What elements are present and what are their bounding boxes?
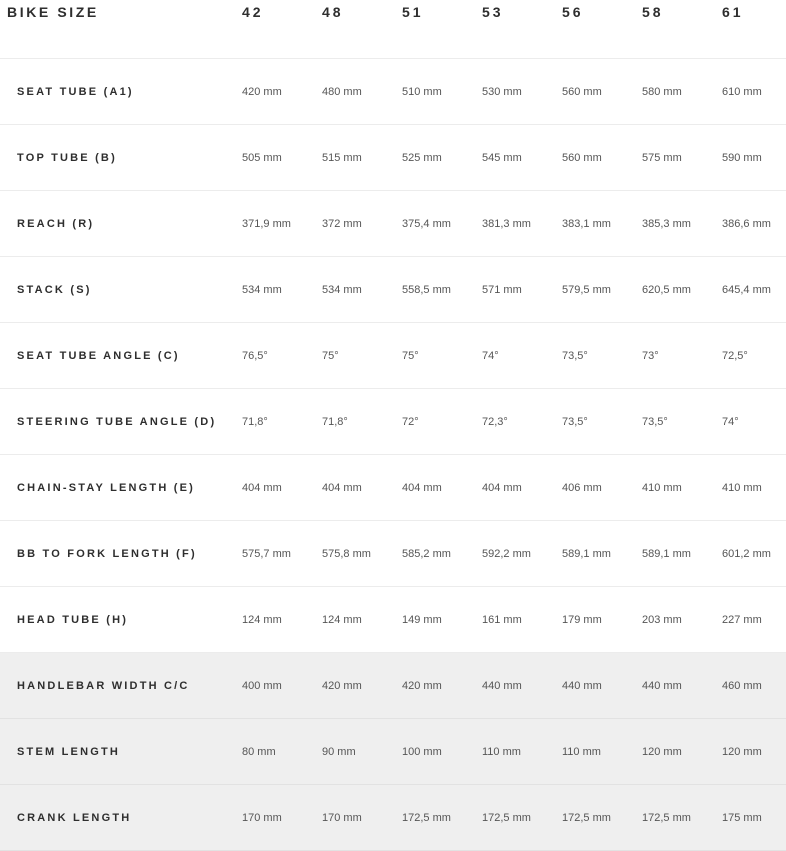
table-cell: 76,5° [242, 349, 268, 362]
size-header: 42 [242, 4, 264, 20]
table-cell: 530 mm [482, 85, 522, 98]
table-cell: 124 mm [242, 613, 282, 626]
table-cell: 75° [322, 349, 339, 362]
table-cell: 120 mm [642, 745, 682, 758]
table-cell: 575,8 mm [322, 547, 371, 560]
table-cell: 545 mm [482, 151, 522, 164]
size-header: 53 [482, 4, 504, 20]
table-cell: 510 mm [402, 85, 442, 98]
table-row [0, 59, 786, 125]
table-cell: 172,5 mm [642, 811, 691, 824]
size-header: 48 [322, 4, 344, 20]
table-cell: 371,9 mm [242, 217, 291, 230]
table-cell: 170 mm [242, 811, 282, 824]
table-cell: 575 mm [642, 151, 682, 164]
table-cell: 560 mm [562, 85, 602, 98]
size-header: 56 [562, 4, 584, 20]
table-cell: 72,5° [722, 349, 748, 362]
table-body [0, 59, 786, 851]
row-label: TOP TUBE (B) [17, 151, 117, 164]
table-cell: 386,6 mm [722, 217, 771, 230]
table-row [0, 323, 786, 389]
table-cell: 203 mm [642, 613, 682, 626]
table-cell: 440 mm [562, 679, 602, 692]
table-cell: 645,4 mm [722, 283, 771, 296]
table-cell: 589,1 mm [562, 547, 611, 560]
table-cell: 73,5° [562, 349, 588, 362]
table-cell: 585,2 mm [402, 547, 451, 560]
table-cell: 575,7 mm [242, 547, 291, 560]
table-row [0, 785, 786, 851]
table-cell: 170 mm [322, 811, 362, 824]
row-label: SEAT TUBE (A1) [17, 85, 134, 98]
table-cell: 404 mm [482, 481, 522, 494]
table-cell: 383,1 mm [562, 217, 611, 230]
table-cell: 73,5° [562, 415, 588, 428]
table-cell: 560 mm [562, 151, 602, 164]
table-cell: 90 mm [322, 745, 356, 758]
size-header: 58 [642, 4, 664, 20]
table-cell: 179 mm [562, 613, 602, 626]
table-cell: 75° [402, 349, 419, 362]
table-cell: 74° [722, 415, 739, 428]
row-label: STACK (S) [17, 283, 92, 296]
table-cell: 420 mm [242, 85, 282, 98]
table-cell: 404 mm [322, 481, 362, 494]
table-cell: 580 mm [642, 85, 682, 98]
table-cell: 440 mm [642, 679, 682, 692]
table-row [0, 719, 786, 785]
table-cell: 172,5 mm [562, 811, 611, 824]
table-cell: 620,5 mm [642, 283, 691, 296]
table-cell: 100 mm [402, 745, 442, 758]
table-cell: 172,5 mm [482, 811, 531, 824]
table-cell: 372 mm [322, 217, 362, 230]
table-cell: 610 mm [722, 85, 762, 98]
size-header: 61 [722, 4, 744, 20]
table-cell: 406 mm [562, 481, 602, 494]
row-label: SEAT TUBE ANGLE (C) [17, 349, 180, 362]
table-row [0, 257, 786, 323]
table-row [0, 389, 786, 455]
row-label: STEM LENGTH [17, 745, 121, 758]
table-cell: 227 mm [722, 613, 762, 626]
table-row [0, 521, 786, 587]
table-cell: 601,2 mm [722, 547, 771, 560]
table-cell: 404 mm [242, 481, 282, 494]
table-row [0, 125, 786, 191]
table-cell: 72,3° [482, 415, 508, 428]
size-header: 51 [402, 4, 424, 20]
table-cell: 534 mm [322, 283, 362, 296]
table-cell: 175 mm [722, 811, 762, 824]
table-cell: 149 mm [402, 613, 442, 626]
row-label: HANDLEBAR WIDTH C/C [17, 679, 190, 692]
table-cell: 71,8° [322, 415, 348, 428]
bike-size-header: BIKE SIZE [7, 4, 99, 20]
table-cell: 515 mm [322, 151, 362, 164]
row-label: CHAIN-STAY LENGTH (E) [17, 481, 196, 494]
table-cell: 381,3 mm [482, 217, 531, 230]
table-cell: 120 mm [722, 745, 762, 758]
table-cell: 161 mm [482, 613, 522, 626]
table-cell: 592,2 mm [482, 547, 531, 560]
table-row [0, 191, 786, 257]
table-cell: 440 mm [482, 679, 522, 692]
row-label: HEAD TUBE (H) [17, 613, 129, 626]
row-label: STEERING TUBE ANGLE (D) [17, 415, 217, 428]
table-header-row [0, 0, 786, 59]
table-cell: 534 mm [242, 283, 282, 296]
table-cell: 400 mm [242, 679, 282, 692]
table-cell: 558,5 mm [402, 283, 451, 296]
row-label: BB TO FORK LENGTH (F) [17, 547, 197, 560]
table-cell: 375,4 mm [402, 217, 451, 230]
table-cell: 73° [642, 349, 659, 362]
table-row [0, 587, 786, 653]
table-cell: 72° [402, 415, 419, 428]
table-cell: 404 mm [402, 481, 442, 494]
table-cell: 172,5 mm [402, 811, 451, 824]
table-cell: 420 mm [402, 679, 442, 692]
row-label: REACH (R) [17, 217, 95, 230]
table-cell: 71,8° [242, 415, 268, 428]
table-cell: 110 mm [562, 745, 601, 758]
table-cell: 73,5° [642, 415, 668, 428]
table-cell: 460 mm [722, 679, 762, 692]
table-cell: 410 mm [722, 481, 762, 494]
table-cell: 74° [482, 349, 499, 362]
table-cell: 420 mm [322, 679, 362, 692]
table-cell: 385,3 mm [642, 217, 691, 230]
table-cell: 579,5 mm [562, 283, 611, 296]
table-cell: 505 mm [242, 151, 282, 164]
table-cell: 410 mm [642, 481, 682, 494]
table-cell: 571 mm [482, 283, 522, 296]
table-row [0, 455, 786, 521]
table-cell: 589,1 mm [642, 547, 691, 560]
table-cell: 124 mm [322, 613, 362, 626]
table-cell: 590 mm [722, 151, 762, 164]
table-cell: 525 mm [402, 151, 442, 164]
table-cell: 80 mm [242, 745, 276, 758]
table-cell: 480 mm [322, 85, 362, 98]
table-row [0, 653, 786, 719]
table-cell: 110 mm [482, 745, 521, 758]
row-label: CRANK LENGTH [17, 811, 132, 824]
